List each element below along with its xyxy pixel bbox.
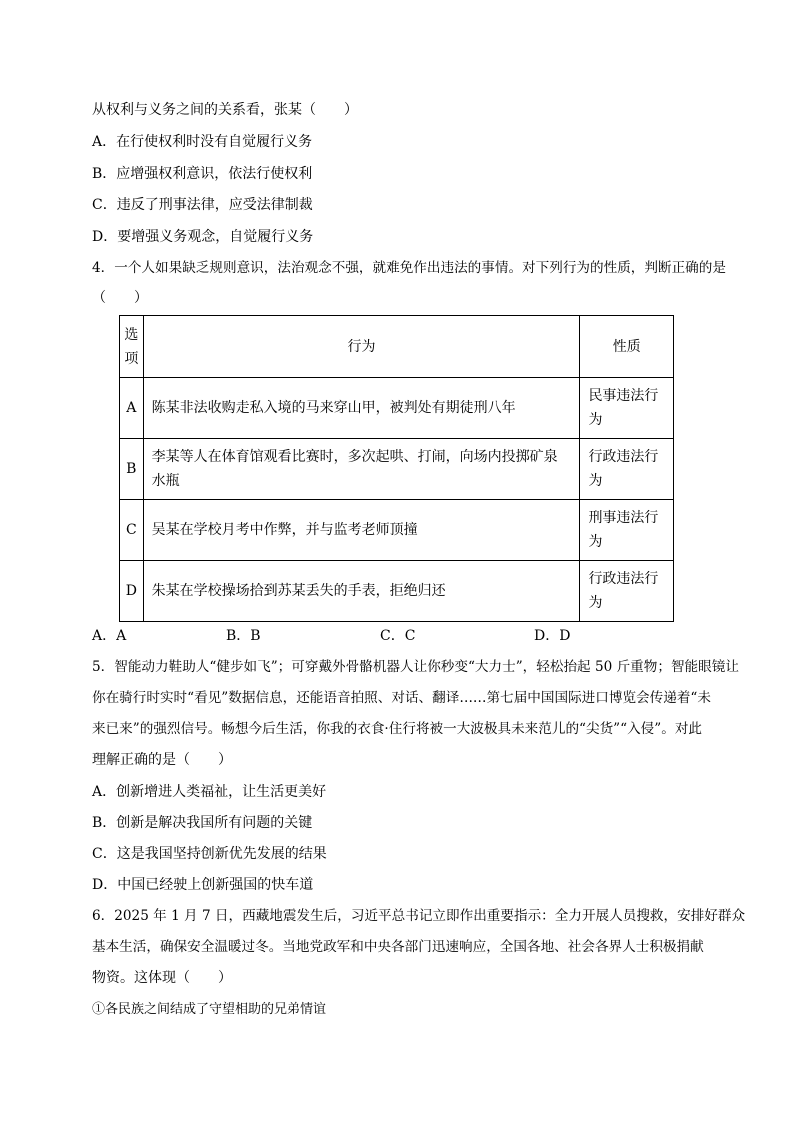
table-row [120,439,674,500]
row-nature: 民事违法行为 [580,378,674,439]
q4-table [119,315,674,622]
q6-stem-line1: 6．2025 年 1 月 7 日，西藏地震发生后，习近平总书记立即作出重要指示：全力开展人员搜救，安排好群众 [92,908,746,924]
q3-option-c: C．违反了刑事法律，应受法律制裁 [92,197,313,213]
q5-stem-line2: 你在骑行时实时“看见”数据信息，还能语音拍照、对话、翻译……第七届中国国际进口博览会传递着“未 [92,690,711,706]
q5-option-b: B．创新是解决我国所有问题的关键 [92,815,313,831]
q5-stem-line1: 5．智能动力鞋助人“健步如飞”；可穿戴外骨骼机器人让你秒变“大力士”，轻松抬起 50 斤重物；智能眼镜让 [92,659,739,675]
table-row [120,500,674,561]
header-behavior: 行为 [143,316,580,378]
table-header-row [120,316,674,378]
row-nature: 行政违法行为 [580,561,674,622]
q4-stem-line1: 4．一个人如果缺乏规则意识，法治观念不强，就难免作出违法的事情。对下列行为的性质，判断正确的是 [92,260,726,276]
q4-answer-a: A．A [92,628,127,644]
q5-stem-line3: 来已来”的强烈信号。畅想今后生活，你我的衣食·住行将被一大波极具未来范儿的“尖货”“入侵”。对此 [92,721,703,737]
q4-answer-b: B．B [226,628,261,644]
table-row [120,378,674,439]
q3-option-b: B．应增强权利意识，依法行使权利 [92,166,313,182]
row-option: A [120,378,144,439]
q5-option-a: A．创新增进人类福祉，让生活更美好 [92,784,327,800]
q5-stem-line4: 理解正确的是（ ） [92,752,232,768]
q5-option-d: D．中国已经驶上创新强国的快车道 [92,877,314,893]
row-nature: 刑事违法行为 [580,500,674,561]
table-row [120,561,674,622]
row-option: D [120,561,144,622]
q3-stem: 从权利与义务之间的关系看，张某（ ） [92,102,358,118]
header-nature: 性质 [580,316,674,378]
q6-item-1: ①各民族之间结成了守望相助的兄弟情谊 [92,1002,327,1017]
q6-stem-line2: 基本生活，确保安全温暖过冬。当地党政军和中央各部门迅速响应，全国各地、社会各界人士积极捐献 [92,939,704,955]
q4-answer-d: D．D [534,628,571,644]
q4-answer-c: C．C [380,628,416,644]
header-option: 选项 [120,316,144,378]
row-option: C [120,500,144,561]
row-behavior: 吴某在学校月考中作弊，并与监考老师顶撞 [143,500,580,561]
q3-option-a: A．在行使权利时没有自觉履行义务 [92,134,313,150]
row-behavior: 李某等人在体育馆观看比赛时，多次起哄、打闹，向场内投掷矿泉水瓶 [143,439,580,500]
row-behavior: 朱某在学校操场拾到苏某丢失的手表，拒绝归还 [143,561,580,622]
q3-option-d: D．要增强义务观念，自觉履行义务 [92,229,314,245]
q6-stem-line3: 物资。这体现（ ） [92,970,232,986]
row-nature: 行政违法行为 [580,439,674,500]
q4-stem-line2: （ ） [92,290,148,306]
row-behavior: 陈某非法收购走私入境的马来穿山甲，被判处有期徒刑八年 [143,378,580,439]
q5-option-c: C．这是我国坚持创新优先发展的结果 [92,846,327,862]
row-option: B [120,439,144,500]
